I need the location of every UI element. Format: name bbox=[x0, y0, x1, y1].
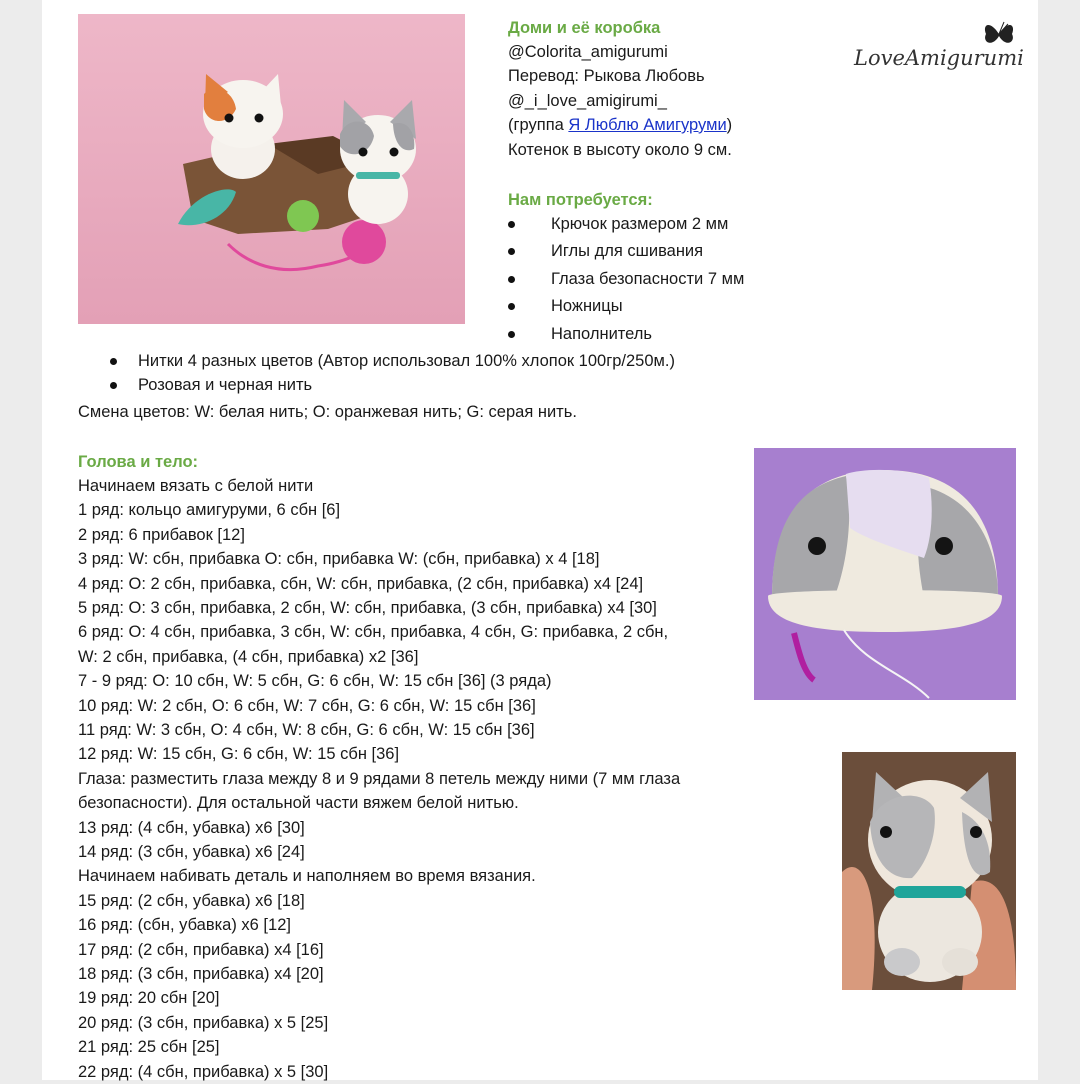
instruction-line: Начинаем набивать деталь и наполняем во время вязания. bbox=[78, 867, 536, 886]
bullet-dot-icon bbox=[508, 221, 515, 228]
instruction-line: безопасности). Для остальной части вяжем белой нитью. bbox=[78, 794, 519, 813]
instruction-line: 18 ряд: (3 сбн, прибавка) x4 [20] bbox=[78, 965, 324, 983]
instruction-line: 1 ряд: кольцо амигуруми, 6 сбн [6] bbox=[78, 501, 341, 520]
instruction-line: W: 2 сбн, прибавка, (4 сбн, прибавка) x2 [36] bbox=[78, 647, 419, 666]
translation-credit: Перевод: Рыкова Любовь bbox=[508, 67, 705, 85]
instruction-line: Начинаем вязать с белой нити bbox=[78, 477, 314, 495]
instruction-line: 10 ряд: W: 2 сбн, O: 6 сбн, W: 7 сбн, G: 6 сбн, W: 15 сбн [36] bbox=[78, 696, 536, 715]
instruction-line: 7 - 9 ряд: O: 10 сбн, W: 5 сбн, G: 6 сбн, W: 15 сбн [36] (3 ряда) bbox=[78, 672, 552, 691]
instruction-line: 13 ряд: (4 сбн, убавка) x6 [30] bbox=[78, 818, 305, 837]
instruction-line: 4 ряд: O: 2 сбн, прибавка, сбн, W: сбн, прибавка, (2 сбн, прибавка) x4 [24] bbox=[78, 574, 644, 593]
instruction-line: 2 ряд: 6 прибавок [12] bbox=[78, 525, 245, 544]
author-handle: @Colorita_amigurumi bbox=[508, 43, 668, 61]
bullet-dot-icon bbox=[110, 358, 117, 365]
kitten-hand-photo bbox=[842, 752, 1016, 990]
instruction-line: Глаза: разместить глаза между 8 и 9 рядами 8 петель между ними (7 мм глаза bbox=[78, 769, 681, 788]
group-line bbox=[508, 113, 732, 137]
bullet-dot-icon bbox=[508, 248, 515, 255]
group-suffix: ) bbox=[726, 116, 733, 134]
instruction-line: 16 ряд: (сбн, убавка) x6 [12] bbox=[78, 916, 291, 935]
bullet-dot-icon bbox=[508, 303, 515, 310]
kittens-photo bbox=[78, 14, 465, 324]
instruction-line: 6 ряд: O: 4 сбн, прибавка, 3 сбн, W: сбн, прибавка, 4 сбн, G: прибавка, 2 сбн, bbox=[78, 623, 669, 642]
butterfly-icon bbox=[982, 18, 1016, 50]
size-note: Котенок в высоту около 9 см. bbox=[508, 141, 732, 159]
head-body-heading: Голова и тело: bbox=[78, 453, 199, 471]
group-link[interactable]: Я Люблю Амигуруми bbox=[568, 116, 727, 134]
instruction-line: 20 ряд: (3 сбн, прибавка) x 5 [25] bbox=[78, 1013, 329, 1032]
instruction-line: 19 ряд: 20 сбн [20] bbox=[78, 989, 220, 1008]
bullet-dot-icon bbox=[110, 382, 117, 389]
bullet-dot-icon bbox=[508, 331, 515, 338]
translator-handle: @_i_love_amigirumi_ bbox=[508, 92, 667, 110]
list-item: Розовая и черная нить bbox=[110, 373, 675, 397]
kitten-hand-illustration bbox=[842, 752, 1016, 990]
instruction-line: 5 ряд: O: 3 сбн, прибавка, 2 сбн, W: сбн, прибавка, (3 сбн, прибавка) x4 [30] bbox=[78, 599, 657, 617]
bullet-dot-icon bbox=[508, 276, 515, 283]
list-item: Глаза безопасности 7 мм bbox=[508, 266, 744, 293]
document-page bbox=[42, 0, 1038, 1080]
head-illustration bbox=[754, 448, 1016, 700]
instruction-line: 22 ряд: (4 сбн, прибавка) x 5 [30] bbox=[78, 1062, 329, 1081]
materials-list bbox=[508, 211, 744, 348]
logo-text: LoveAmigurumi bbox=[854, 46, 1024, 70]
group-prefix: (группа bbox=[508, 116, 569, 134]
instruction-line: 17 ряд: (2 сбн, прибавка) x4 [16] bbox=[78, 940, 324, 959]
list-item: Крючок размером 2 мм bbox=[508, 211, 744, 238]
instruction-line: 15 ряд: (2 сбн, убавка) x6 [18] bbox=[78, 891, 305, 910]
instruction-line: 11 ряд: W: 3 сбн, O: 4 сбн, W: 8 сбн, G: 6 сбн, W: 15 сбн [36] bbox=[78, 721, 535, 739]
instruction-line: 21 ряд: 25 сбн [25] bbox=[78, 1038, 220, 1057]
pattern-title: Доми и её коробка bbox=[508, 19, 661, 37]
color-change-note: Смена цветов: W: белая нить; O: оранжевая нить; G: серая нить. bbox=[78, 403, 577, 421]
materials-list-wide bbox=[110, 349, 675, 398]
instruction-line: 12 ряд: W: 15 сбн, G: 6 сбн, W: 15 сбн [36] bbox=[78, 745, 400, 764]
list-item: Ножницы bbox=[508, 293, 744, 320]
list-item: Нитки 4 разных цветов (Автор использовал 100% хлопок 100гр/250м.) bbox=[110, 349, 675, 373]
head-photo bbox=[754, 448, 1016, 700]
list-item: Иглы для сшивания bbox=[508, 238, 744, 265]
instruction-line: 3 ряд: W: сбн, прибавка O: сбн, прибавка W: (сбн, прибавка) x 4 [18] bbox=[78, 550, 600, 569]
kittens-illustration bbox=[78, 14, 465, 324]
materials-heading: Нам потребуется: bbox=[508, 191, 653, 209]
list-item: Наполнитель bbox=[508, 321, 744, 348]
instruction-line: 14 ряд: (3 сбн, убавка) x6 [24] bbox=[78, 843, 305, 861]
